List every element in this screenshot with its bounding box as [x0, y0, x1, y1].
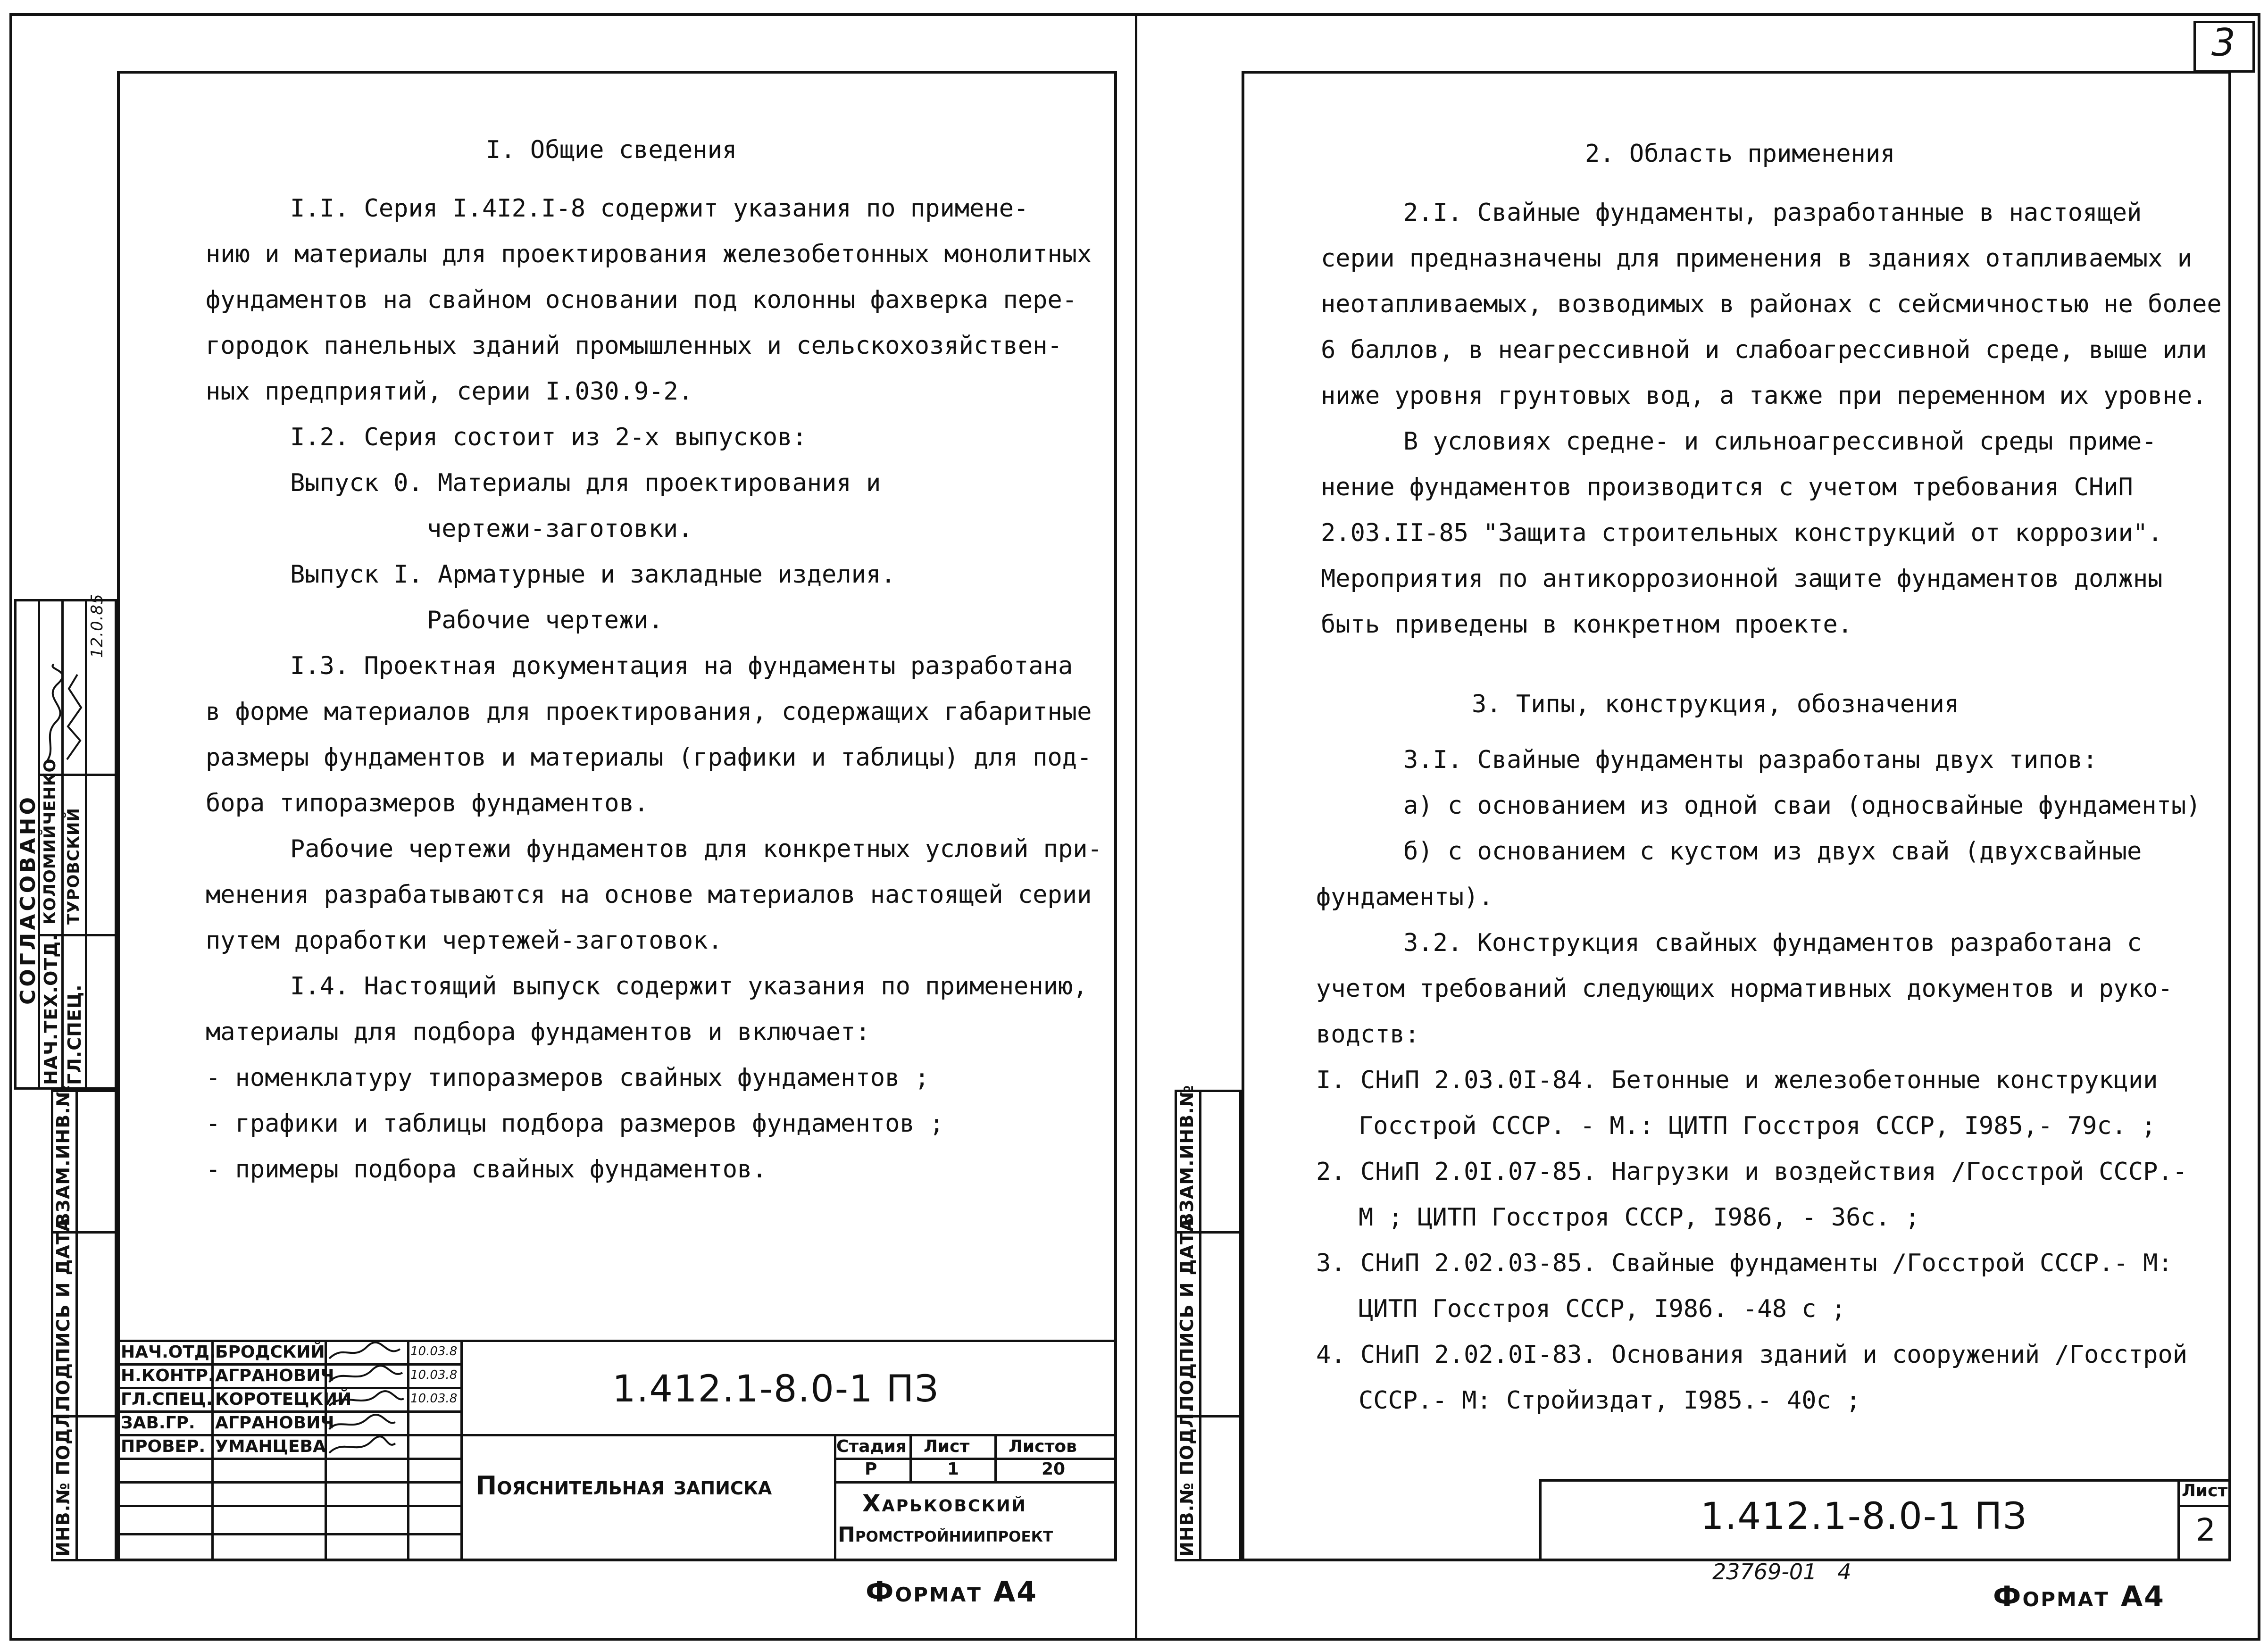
tb-line	[117, 1533, 460, 1535]
tb-role: ПРОВЕР.	[121, 1437, 206, 1456]
side-label-replace-inv: ВЗАМ.ИНВ.№	[53, 1084, 74, 1226]
tb-name: БРОДСКИЙ	[215, 1342, 325, 1362]
tb-line	[2177, 1505, 2231, 1507]
tb-line	[117, 1410, 460, 1413]
right-stamp-code: 1.412.1-8.0-1 ПЗ	[1701, 1495, 2028, 1538]
left-line: материалы для подбора фундаментов и включает:	[206, 1018, 870, 1046]
right-line: а) с основанием из одной сваи (односвайные фундаменты)	[1403, 792, 2201, 820]
tb-role: Н.КОНТР.	[121, 1366, 215, 1385]
right-line: 3. СНиП 2.02.03-85. Свайные фундаменты /Госстрой СССР.- М:	[1316, 1249, 2173, 1277]
right-line: водств:	[1316, 1020, 1420, 1049]
left-line: путем доработки чертежей-заготовок.	[206, 926, 723, 955]
right-line: ЦИТП Госстроя СССР, I986. -48 с ;	[1359, 1295, 1846, 1323]
tb-name: АГРАНОВИЧ	[215, 1413, 334, 1433]
right-line: СССР.- М: Стройиздат, I985.- 40с ;	[1359, 1386, 1861, 1415]
section-3-heading: 3. Типы, конструкция, обозначения	[1472, 690, 1959, 718]
stamp-doc-title: Пояснительная записка	[475, 1471, 772, 1501]
right-line: 2. СНиП 2.0I.07-85. Нагрузки и воздействия /Госстрой СССР.-	[1316, 1158, 2188, 1186]
right-side-label-orig-inv: ИНВ.№ ПОДЛ.	[1176, 1405, 1197, 1557]
tb-date: 10.03.8	[410, 1392, 458, 1406]
right-line: неотапливаемых, возводимых в районах с сейсмичностью не более	[1321, 290, 2222, 318]
left-format: Формат А4	[866, 1576, 1038, 1609]
right-line: 4. СНиП 2.02.0I-83. Основания зданий и сооружений /Госстрой	[1316, 1341, 2188, 1369]
stamp-hdr-stage: Стадия	[836, 1437, 907, 1456]
left-line: - примеры подбора свайных фундаментов.	[206, 1155, 767, 1184]
stamp-sheets: 20	[1042, 1459, 1066, 1479]
signature-turovskiy	[63, 670, 85, 764]
tb-name: КОРОТЕЦКИЙ	[215, 1390, 352, 1409]
left-line: менения разрабатываются на основе материалов настоящей серии	[206, 881, 1092, 909]
tb-name: АГРАНОВИЧ	[215, 1366, 334, 1385]
tb-date: 10.03.8	[410, 1344, 458, 1359]
right-line: I. СНиП 2.03.0I-84. Бетонные и железобетонные конструкции	[1316, 1066, 2158, 1094]
left-line: - графики и таблицы подбора размеров фундаментов ;	[206, 1109, 944, 1138]
approval-name-2: ТУРОВСКИЙ	[64, 808, 83, 925]
left-line: размеры фундаментов и материалы (графики и таблицы) для под-	[206, 743, 1092, 772]
right-side-label-signature-date: ПОДПИСЬ И ДАТА	[1176, 1217, 1197, 1410]
side-label-orig-inv: ИНВ.№ ПОДЛ.	[53, 1405, 74, 1557]
tb-line	[117, 1434, 1117, 1436]
approval-role-2: ГЛ.СПЕЦ.	[64, 984, 85, 1085]
page-divider	[1135, 13, 1137, 1641]
left-line: Выпуск 0. Материалы для проектирования и	[290, 469, 881, 497]
left-line: I.4. Настоящий выпуск содержит указания по применению,	[290, 972, 1088, 1001]
right-line: серии предназначены для применения в зданиях отапливаемых и	[1321, 244, 2193, 273]
stamp-stage: Р	[865, 1459, 877, 1479]
section-1-heading: I. Общие сведения	[486, 136, 737, 164]
tb-role: ГЛ.СПЕЦ.	[121, 1390, 213, 1409]
right-stamp-sheet-label: Лист	[2182, 1481, 2228, 1501]
right-line: Госстрой СССР. - М.: ЦИТП Госстроя СССР, I985,- 79с. ;	[1359, 1112, 2156, 1140]
signatures	[325, 1340, 407, 1458]
left-line: Рабочие чертежи.	[427, 606, 663, 634]
right-line: б) с основанием с кустом из двух свай (двухсвайные	[1403, 837, 2142, 866]
tb-line	[117, 1505, 460, 1507]
left-line: чертежи-заготовки.	[427, 515, 693, 543]
stamp-code: 1.412.1-8.0-1 ПЗ	[612, 1368, 940, 1410]
left-line: бора типоразмеров фундаментов.	[206, 789, 649, 817]
approval-name-1: КОЛОМИЙЧЕНКО	[41, 758, 59, 925]
left-line: I.2. Серия состоит из 2-х выпусков:	[290, 423, 807, 451]
left-line: I.I. Серия I.4I2.I-8 содержит указания по примене-	[290, 194, 1029, 223]
tb-role: НАЧ.ОТД.	[121, 1342, 216, 1362]
approval-divider	[85, 599, 87, 1090]
tb-line	[117, 1363, 460, 1366]
title-block	[117, 1340, 1117, 1561]
right-stamp-sheet: 2	[2196, 1512, 2216, 1548]
right-line: Мероприятия по антикоррозионной защите фундаментов должны	[1321, 565, 2163, 593]
tb-line	[460, 1340, 463, 1561]
side-label-signature-date: ПОДПИСЬ И ДАТА	[53, 1217, 74, 1410]
tb-name: УМАНЦЕВА	[215, 1437, 326, 1456]
tb-line	[117, 1481, 460, 1484]
right-line: 2.I. Свайные фундаменты, разработанные в настоящей	[1403, 199, 2142, 227]
right-line: В условиях средне- и сильноагрессивной среды приме-	[1403, 427, 2157, 456]
stamp-org-2: Промстройниипроект	[838, 1523, 1053, 1547]
right-line: 3.I. Свайные фундаменты разработаны двух типов:	[1403, 746, 2098, 774]
tb-date: 10.03.8	[410, 1368, 458, 1382]
stamp-sheet: 1	[947, 1459, 959, 1479]
left-line: - номенклатуру типоразмеров свайных фундаментов ;	[206, 1064, 930, 1092]
right-line: ниже уровня грунтовых вод, а также при переменном их уровне.	[1321, 382, 2207, 410]
right-line: фундаменты).	[1316, 883, 1493, 911]
stamp-hdr-sheet: Лист	[924, 1437, 970, 1456]
right-format: Формат А4	[1993, 1580, 2166, 1613]
tb-line	[117, 1340, 1117, 1342]
tb-line	[2177, 1479, 2180, 1561]
side-divider	[1199, 1090, 1201, 1561]
page-number: 3	[2211, 21, 2235, 65]
tb-line	[834, 1481, 1117, 1484]
right-line: нение фундаментов производится с учетом требования СНиП	[1321, 473, 2133, 501]
tb-line	[117, 1387, 460, 1389]
left-line: Выпуск I. Арматурные и закладные изделия.	[290, 560, 896, 589]
left-line: I.3. Проектная документация на фундаменты разработана	[290, 652, 1073, 680]
side-divider	[75, 1090, 78, 1561]
approval-title: СОГЛАСОВАНО	[16, 794, 40, 1005]
section-2-heading: 2. Область применения	[1585, 140, 1895, 168]
left-line: Рабочие чертежи фундаментов для конкретных условий при-	[290, 835, 1102, 863]
right-line: 3.2. Конструкция свайных фундаментов разработана с	[1403, 929, 2142, 957]
archive-number: 23769-01 4	[1712, 1559, 1851, 1584]
left-line: ных предприятий, серии I.030.9-2.	[206, 377, 693, 406]
tb-role: ЗАВ.ГР.	[121, 1413, 195, 1433]
right-line: 6 баллов, в неагрессивной и слабоагрессивной среде, выше или	[1321, 336, 2207, 364]
left-line: городок панельных зданий промышленных и сельскохозяйствен-	[206, 332, 1062, 360]
left-line: нию и материалы для проектирования железобетонных монолитных	[206, 240, 1092, 268]
approval-role-1: НАЧ.ТЕХ.ОТД.	[41, 934, 61, 1085]
stamp-org-1: Харьковский	[862, 1490, 1027, 1517]
left-line: в форме материалов для проектирования, содержащих габаритные	[206, 698, 1092, 726]
approval-date-mark: 12.0.85	[88, 593, 107, 658]
right-line: учетом требований следующих нормативных документов и руко-	[1316, 975, 2173, 1003]
right-line: М ; ЦИТП Госстроя СССР, I986, - 36с. ;	[1359, 1203, 1920, 1232]
tb-line	[407, 1340, 409, 1561]
right-line: 2.03.II-85 "Защита строительных конструкций от коррозии".	[1321, 519, 2163, 547]
right-side-label-replace-inv: ВЗАМ.ИНВ.№	[1176, 1084, 1197, 1226]
right-line: быть приведены в конкретном проекте.	[1321, 610, 1853, 639]
tb-line	[117, 1458, 460, 1460]
signature-kolomiychenko	[40, 660, 61, 769]
stamp-hdr-sheets: Листов	[1009, 1437, 1077, 1456]
left-line: фундаментов на свайном основании под колонны фахверка пере-	[206, 286, 1077, 314]
